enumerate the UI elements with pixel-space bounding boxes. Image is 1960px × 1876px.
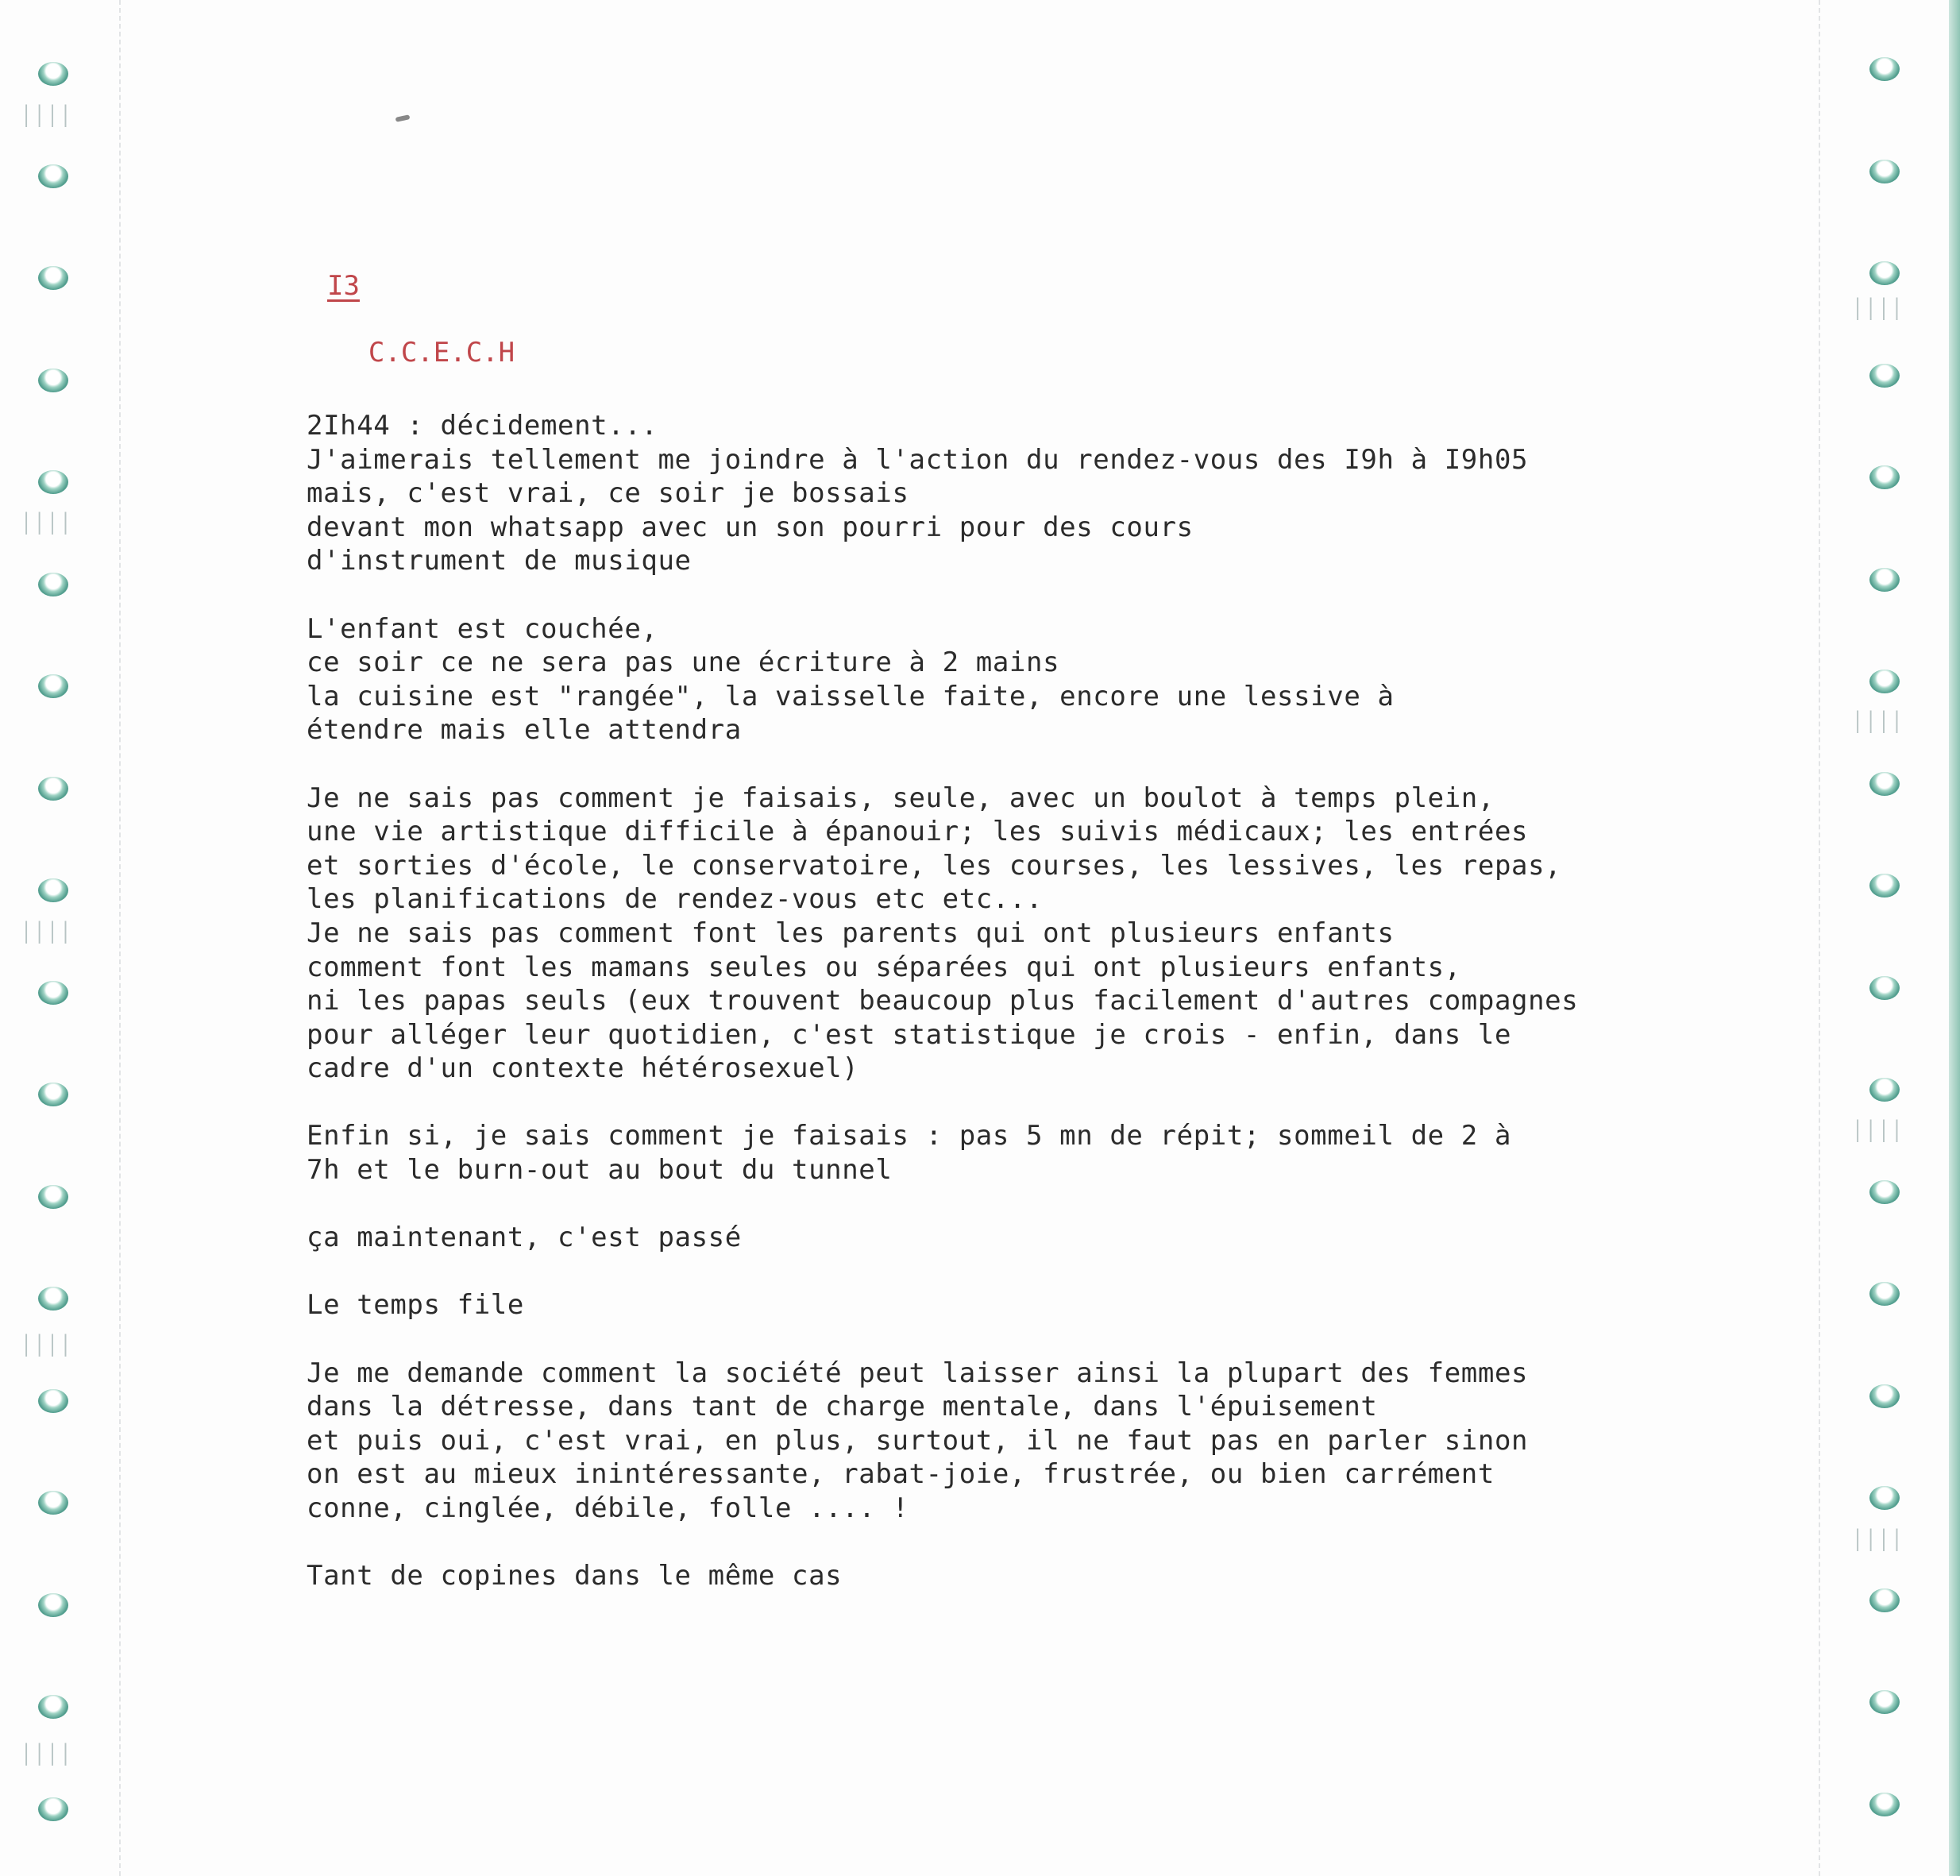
feed-hole xyxy=(1869,976,1900,1000)
text-line: et puis oui, c'est vrai, en plus, surtout, il ne faut pas en parler sinon xyxy=(307,1424,1529,1457)
perforation-marks: ││││ xyxy=(1852,1120,1904,1142)
left-tractor-feed-holes xyxy=(21,0,91,1876)
text-line: ni les papas seuls (eux trouvent beaucoup plus facilement d'autres compagnes xyxy=(307,985,1579,1017)
feed-hole xyxy=(38,1083,68,1106)
feed-hole xyxy=(38,1593,68,1617)
feed-hole xyxy=(1869,465,1900,489)
feed-hole xyxy=(1869,1588,1900,1612)
perforation-marks: ││││ xyxy=(1852,1529,1904,1551)
text-line: mais, c'est vrai, ce soir je bossais xyxy=(307,477,909,510)
feed-hole xyxy=(38,1185,68,1209)
text-line: d'instrument de musique xyxy=(307,545,692,577)
feed-hole xyxy=(38,266,68,290)
perforation-marks: ││││ xyxy=(21,1334,73,1357)
feed-hole xyxy=(1869,772,1900,796)
perforation-marks: ││││ xyxy=(1852,711,1904,733)
text-line: comment font les mamans seules ou séparées qui ont plusieurs enfants, xyxy=(307,951,1461,983)
feed-hole xyxy=(38,981,68,1005)
ink-smudge xyxy=(395,114,411,122)
perforation-marks: ││││ xyxy=(21,1743,73,1766)
text-line: étendre mais elle attendra xyxy=(307,714,742,747)
text-line: ça maintenant, c'est passé xyxy=(307,1222,742,1254)
feed-hole xyxy=(1869,1078,1900,1102)
text-line: et sorties d'école, le conservatoire, les courses, les lessives, les repas, xyxy=(307,849,1562,882)
perforation-marks: ││││ xyxy=(21,921,73,944)
text-line: cadre d'un contexte hétérosexuel) xyxy=(307,1052,859,1085)
text-line: dans la détresse, dans tant de charge mentale, dans l'épuisement xyxy=(307,1391,1378,1423)
feed-hole xyxy=(38,62,68,86)
paragraph-gap xyxy=(307,578,1609,612)
paper-edge xyxy=(1949,0,1960,1876)
text-line: Tant de copines dans le même cas xyxy=(307,1560,843,1592)
paragraph-gap xyxy=(307,1187,1609,1222)
paragraph-gap xyxy=(307,1255,1609,1289)
document-header xyxy=(303,203,515,403)
feed-hole xyxy=(38,1797,68,1821)
left-perforation-line xyxy=(119,0,121,1876)
text-line: Je ne sais pas comment font les parents qui ont plusieurs enfants xyxy=(307,917,1395,949)
feed-hole xyxy=(38,164,68,188)
feed-hole xyxy=(1869,1180,1900,1204)
feed-hole xyxy=(1869,874,1900,897)
text-line: Je ne sais pas comment je faisais, seule, avec un boulot à temps plein, xyxy=(307,782,1495,814)
text-line: J'aimerais tellement me joindre à l'action du rendez-vous des I9h à I9h05 xyxy=(307,443,1529,476)
text-line: une vie artistique difficile à épanouir; les suivis médicaux; les entrées xyxy=(307,816,1529,848)
feed-hole xyxy=(38,1389,68,1413)
perforation-marks: ││││ xyxy=(21,512,73,535)
feed-hole xyxy=(38,878,68,902)
feed-hole xyxy=(38,573,68,596)
feed-hole xyxy=(1869,568,1900,592)
text-line: on est au mieux inintéressante, rabat-joie, frustrée, ou bien carrément xyxy=(307,1458,1495,1491)
feed-hole xyxy=(38,1287,68,1310)
text-line: devant mon whatsapp avec un son pourri pour des cours xyxy=(307,511,1194,543)
feed-hole xyxy=(38,1491,68,1515)
feed-hole xyxy=(38,1695,68,1719)
text-line: 2Ih44 : décidement... xyxy=(307,410,658,442)
feed-hole xyxy=(1869,364,1900,388)
paragraph-gap xyxy=(307,1086,1609,1120)
feed-hole xyxy=(38,369,68,392)
paragraph-gap xyxy=(307,747,1609,782)
text-line: pour alléger leur quotidien, c'est statistique je crois - enfin, dans le xyxy=(307,1018,1512,1051)
text-line: Je me demande comment la société peut laisser ainsi la plupart des femmes xyxy=(307,1357,1529,1389)
feed-hole xyxy=(1869,1486,1900,1510)
perforation-marks: ││││ xyxy=(1852,298,1904,320)
feed-hole xyxy=(1869,261,1900,285)
paragraph-gap xyxy=(307,1322,1609,1357)
page-number: I3 xyxy=(327,270,360,302)
paragraph-gap xyxy=(307,1526,1609,1560)
feed-hole xyxy=(1869,160,1900,183)
feed-hole xyxy=(38,777,68,801)
feed-hole xyxy=(1869,1384,1900,1408)
text-line: ce soir ce ne sera pas une écriture à 2 mains xyxy=(307,647,1060,679)
perforation-marks: ││││ xyxy=(21,105,73,127)
text-line: Le temps file xyxy=(307,1289,524,1322)
text-line: conne, cinglée, débile, folle .... ! xyxy=(307,1492,909,1524)
feed-hole xyxy=(1869,57,1900,81)
right-perforation-line xyxy=(1819,0,1820,1876)
right-tractor-feed-holes xyxy=(1852,0,1922,1876)
text-line: L'enfant est couchée, xyxy=(307,612,658,645)
text-line: la cuisine est "rangée", la vaisselle faite, encore une lessive à xyxy=(307,680,1395,712)
text-line: 7h et le burn-out au bout du tunnel xyxy=(307,1154,893,1187)
text-line: Enfin si, je sais comment je faisais : pas 5 mn de répit; sommeil de 2 à xyxy=(307,1120,1512,1152)
feed-hole xyxy=(1869,670,1900,693)
feed-hole xyxy=(1869,1690,1900,1714)
letter-body xyxy=(307,409,1609,1593)
feed-hole xyxy=(1869,1282,1900,1306)
feed-hole xyxy=(38,470,68,494)
feed-hole xyxy=(1869,1793,1900,1816)
header-code: C.C.E.C.H xyxy=(368,337,515,369)
feed-hole xyxy=(38,674,68,698)
text-line: les planifications de rendez-vous etc etc... xyxy=(307,883,1044,916)
